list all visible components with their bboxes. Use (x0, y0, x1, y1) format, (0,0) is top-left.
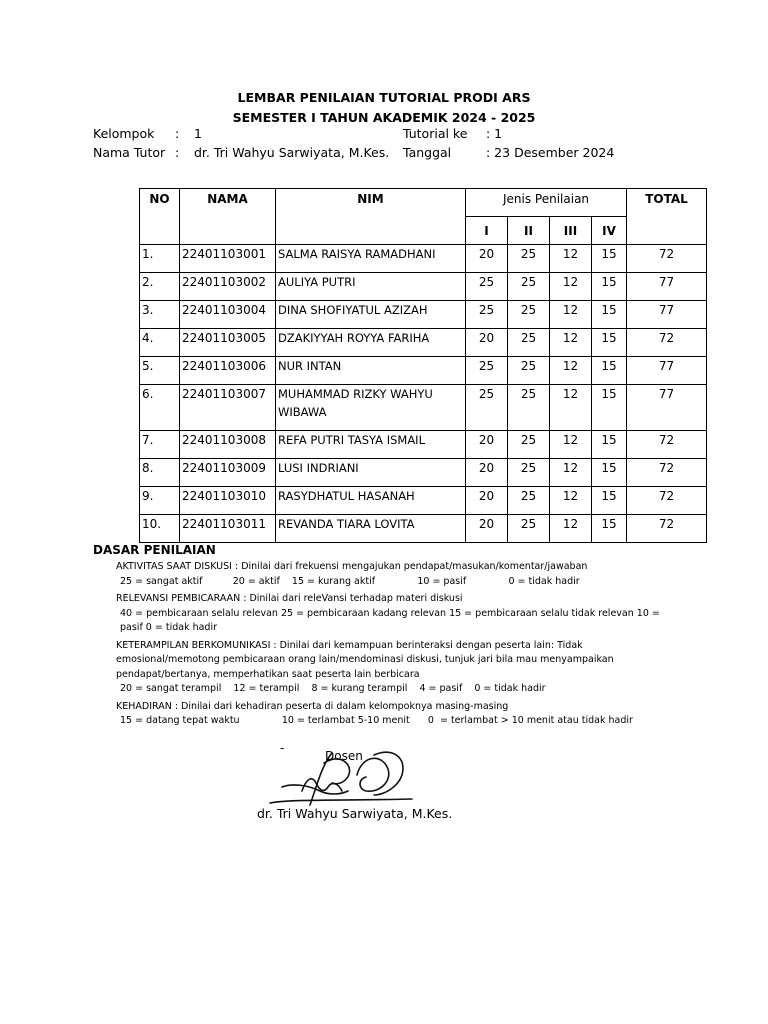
row-score-3: 12 (550, 487, 592, 515)
table-row (140, 273, 707, 301)
kelompok-colon: : (175, 126, 180, 141)
row-score-2: 25 (508, 487, 550, 515)
col-header-no: NO (140, 189, 180, 245)
row-total: 72 (627, 515, 707, 543)
col-header-jenis-penilaian: Jenis Penilaian (466, 189, 627, 217)
row-score-3: 12 (550, 329, 592, 357)
row-score-2: 25 (508, 329, 550, 357)
criteria-kehadiran-scale: 15 = datang tepat waktu 10 = terlambat 5-10 menit 0 = terlambat > 10 menit atau tidak hadir (120, 715, 633, 726)
row-score-1: 20 (466, 329, 508, 357)
row-nim: LUSI INDRIANI (276, 459, 466, 487)
row-score-1: 20 (466, 459, 508, 487)
row-no: 9. (140, 487, 180, 515)
table-row (140, 459, 707, 487)
document-title: LEMBAR PENILAIAN TUTORIAL PRODI ARS (237, 90, 531, 105)
table-row (140, 385, 707, 431)
row-nama: 22401103008 (180, 431, 276, 459)
row-no: 8. (140, 459, 180, 487)
row-score-1: 25 (466, 385, 508, 431)
criteria-aktivitas (116, 560, 716, 589)
row-nim: DZAKIYYAH ROYYA FARIHA (276, 329, 466, 357)
col-header-score-2: II (508, 217, 550, 245)
criteria-relevansi-title: RELEVANSI PEMBICARAAN : Dinilai dari releVansi terhadap materi diskusi (116, 593, 463, 604)
row-score-1: 20 (466, 515, 508, 543)
row-total: 72 (627, 329, 707, 357)
col-header-score-3: III (550, 217, 592, 245)
row-score-4: 15 (592, 515, 627, 543)
row-score-1: 25 (466, 273, 508, 301)
row-score-2: 25 (508, 385, 550, 431)
row-nim: AULIYA PUTRI (276, 273, 466, 301)
tanggal-label: Tanggal (403, 145, 452, 160)
table-row (140, 245, 707, 273)
row-score-4: 15 (592, 245, 627, 273)
criteria-aktivitas-scale: 25 = sangat aktif 20 = aktif 15 = kurang aktif 10 = pasif 0 = tidak hadir (120, 575, 580, 587)
row-total: 72 (627, 245, 707, 273)
row-nama: 22401103005 (180, 329, 276, 357)
row-nim: RASYDHATUL HASANAH (276, 487, 466, 515)
row-nim: SALMA RAISYA RAMADHANI (276, 245, 466, 273)
row-score-3: 12 (550, 301, 592, 329)
row-score-3: 12 (550, 515, 592, 543)
criteria-keterampilan (116, 639, 716, 697)
row-nama: 22401103009 (180, 459, 276, 487)
row-nama: 22401103011 (180, 515, 276, 543)
row-score-1: 25 (466, 357, 508, 385)
tutorial-value: : 1 (486, 126, 503, 141)
criteria-heading: DASAR PENILAIAN (93, 543, 216, 557)
row-score-3: 12 (550, 431, 592, 459)
row-score-1: 25 (466, 301, 508, 329)
row-nim: MUHAMMAD RIZKY WAHYU WIBAWA (276, 385, 466, 431)
row-nim: DINA SHOFIYATUL AZIZAH (276, 301, 466, 329)
tanggal-value: : 23 Desember 2024 (486, 145, 615, 160)
row-nama: 22401103002 (180, 273, 276, 301)
row-score-4: 15 (592, 357, 627, 385)
criteria-kehadiran (116, 700, 716, 729)
criteria-relevansi-scale: 40 = pembicaraan selalu relevan 25 = pembicaraan kadang relevan 15 = pembicaraan selalu tidak relevan 10 = pasif 0 = tidak hadir (120, 607, 660, 633)
row-total: 72 (627, 459, 707, 487)
col-header-score-1: I (466, 217, 508, 245)
row-score-2: 25 (508, 273, 550, 301)
table-row (140, 515, 707, 543)
row-no: 5. (140, 357, 180, 385)
criteria-keterampilan-scale: 20 = sangat terampil 12 = terampil 8 = kurang terampil 4 = pasif 0 = tidak hadir (120, 683, 546, 694)
row-score-2: 25 (508, 459, 550, 487)
document-subtitle: SEMESTER I TAHUN AKADEMIK 2024 - 2025 (232, 110, 536, 125)
row-no: 4. (140, 329, 180, 357)
row-total: 77 (627, 273, 707, 301)
signature-name: dr. Tri Wahyu Sarwiyata, M.Kes. (257, 806, 453, 821)
tutor-value: dr. Tri Wahyu Sarwiyata, M.Kes. (194, 145, 390, 160)
tutorial-label: Tutorial ke (403, 126, 468, 141)
row-total: 72 (627, 431, 707, 459)
tutor-colon: : (175, 145, 180, 160)
row-score-2: 25 (508, 431, 550, 459)
handwritten-signature (262, 735, 422, 815)
signature-role: Dosen (325, 749, 363, 763)
row-no: 7. (140, 431, 180, 459)
table-row (140, 301, 707, 329)
row-no: 10. (140, 515, 180, 543)
row-no: 1. (140, 245, 180, 273)
row-score-3: 12 (550, 385, 592, 431)
row-score-2: 25 (508, 301, 550, 329)
row-total: 72 (627, 487, 707, 515)
row-total: 77 (627, 357, 707, 385)
row-score-4: 15 (592, 459, 627, 487)
table-row (140, 357, 707, 385)
row-nim: REVANDA TIARA LOVITA (276, 515, 466, 543)
table-row (140, 487, 707, 515)
criteria-keterampilan-title: KETERAMPILAN BERKOMUNIKASI : Dinilai dari kemampuan berinteraksi dengan peserta lain: Tidak emosional/memotong pembicaraan orang lain/mendominasi diskusi, tunjuk jari bila mau menyampaikan pendapat/bertanya, memperhatikan saat peserta lain berbicara (116, 639, 614, 680)
row-nama: 22401103007 (180, 385, 276, 431)
row-score-1: 20 (466, 487, 508, 515)
row-score-4: 15 (592, 431, 627, 459)
row-score-4: 15 (592, 487, 627, 515)
col-header-total: TOTAL (627, 189, 707, 245)
row-score-4: 15 (592, 385, 627, 431)
table-row (140, 431, 707, 459)
row-score-3: 12 (550, 273, 592, 301)
row-nama: 22401103006 (180, 357, 276, 385)
row-total: 77 (627, 385, 707, 431)
criteria-aktivitas-title: AKTIVITAS SAAT DISKUSI : Dinilai dari frekuensi mengajukan pendapat/masukan/komentar/jawaban (116, 561, 588, 572)
row-score-1: 20 (466, 245, 508, 273)
row-score-2: 25 (508, 515, 550, 543)
table-row (140, 329, 707, 357)
row-nim: NUR INTAN (276, 357, 466, 385)
row-nama: 22401103004 (180, 301, 276, 329)
row-no: 3. (140, 301, 180, 329)
row-score-4: 15 (592, 273, 627, 301)
col-header-nim: NIM (276, 189, 466, 245)
kelompok-label: Kelompok (93, 126, 155, 141)
row-score-3: 12 (550, 459, 592, 487)
criteria-relevansi (116, 592, 716, 636)
row-no: 6. (140, 385, 180, 431)
tutor-label: Nama Tutor (93, 145, 166, 160)
row-score-4: 15 (592, 301, 627, 329)
assessment-table (139, 188, 707, 543)
criteria-kehadiran-title: KEHADIRAN : Dinilai dari kehadiran peserta di dalam kelompoknya masing-masing (116, 700, 509, 712)
row-score-1: 20 (466, 431, 508, 459)
row-score-2: 25 (508, 245, 550, 273)
row-nama: 22401103010 (180, 487, 276, 515)
row-score-3: 12 (550, 357, 592, 385)
row-nama: 22401103001 (180, 245, 276, 273)
row-score-3: 12 (550, 245, 592, 273)
row-total: 77 (627, 301, 707, 329)
col-header-score-4: IV (592, 217, 627, 245)
kelompok-value: 1 (194, 126, 202, 141)
row-score-4: 15 (592, 329, 627, 357)
signature-dash: - (280, 741, 285, 755)
criteria-section (116, 560, 716, 732)
col-header-nama: NAMA (180, 189, 276, 245)
row-no: 2. (140, 273, 180, 301)
row-score-2: 25 (508, 357, 550, 385)
row-nim: REFA PUTRI TASYA ISMAIL (276, 431, 466, 459)
